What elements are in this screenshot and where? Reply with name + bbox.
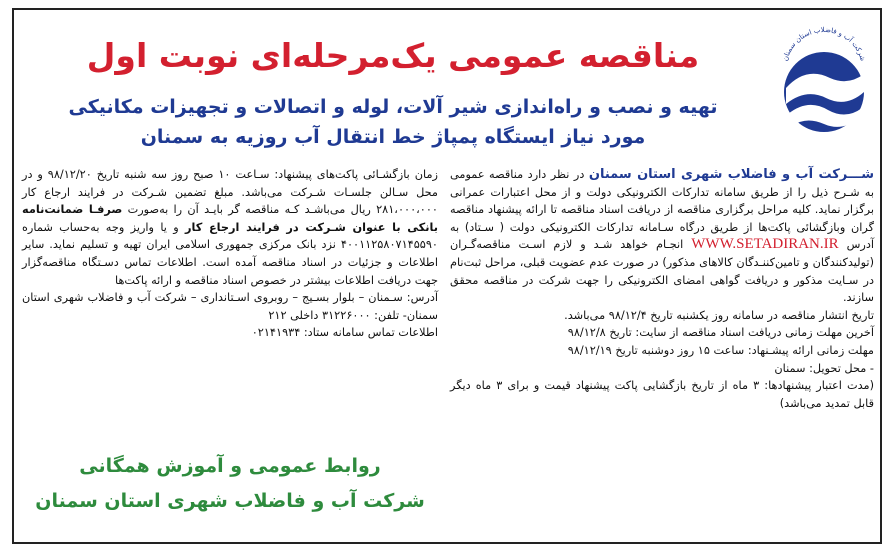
opening-text: زمان بازگشـائی پاکت‌های پیشنهاد: سـاعت ۱۰ صبح روز سه شنبه تاریخ ۹۸/۱۲/۲۰ و در محل سـالن جلسـات شـرکت می‌باشد. مبلغ تضمین شـرکت در فرایند ارجاع کار ۲۸۱،۰۰۰،۰۰۰ ریال می‌باشـد کـه مناقصه گر بایـد آن را به‌صورت <box>22 168 438 217</box>
subtitle-line-2: مورد نیاز ایستگاه پمپاژ خط انتقال آب روزیه به سمنان <box>140 126 646 148</box>
subtitle-line-1: تهیه و نصب و راه‌اندازی شیر آلات، لوله و اتصالات و تجهیزات مکانیکی <box>68 96 718 118</box>
page-title: مناقصه عمومی یک‌مرحله‌ای نوبت اول <box>86 36 700 75</box>
guarantee-bold: صرفـا ضمانت‌نامه بانکی با عنوان شـرکت در فرایند ارجاع کار <box>22 203 438 234</box>
right-column <box>450 166 874 412</box>
address: آدرس: سـمنان – بلوار بسـیج – روبروی اسـتانداری – شرکت آب و فاضلاب شهری استان سمنان- تلفن: ۳۱۲۲۶۰۰۰ داخلی ۲۱۲ <box>22 291 438 322</box>
water-company-logo-icon <box>772 18 876 142</box>
bid-deadline: مهلت زمانی ارائه پیشـنهاد: ساعت ۱۵ روز دوشنبه تاریخ ۹۸/۱۲/۱۹ <box>567 343 874 357</box>
setad-contact: اطلاعات تماس سامانه ستاد: ۰۲۱۴۱۹۳۴ <box>251 326 438 340</box>
doc-deadline: آخرین مهلت زمانی دریافت اسناد مناقصه از سایت: تاریخ ۹۸/۱۲/۸ <box>567 326 874 340</box>
logo-text: شرکت آب و فاضلاب استان سمنان <box>781 25 867 63</box>
guarantee-text: و یا واریز وجه به‌حساب شماره ۴۰۰۱۱۲۵۸۰۷۱۴۵۵۹۰ نزد بانک مرکزی جمهوری اسلامی ایران تهیه و تسلیم نماید. سایر اطلاعات و جزئیات در اسناد مناقصه آمده است. اطلاعات تماس دسـتگاه مناقصه‌گزار جهت دریافت اطلاعات بیشتر در خصوص اسناد مناقصه و ارائه پاکت‌ها <box>22 220 438 287</box>
opening-paragraph <box>22 166 438 289</box>
footer-line-1: روابط عمومی و آموزش همگانی <box>79 455 381 477</box>
org-name: شـــرکت آب و فاضلاب شهری استان سمنان <box>588 167 874 182</box>
delivery-location: - محل تحویل: سمنان <box>774 361 874 375</box>
validity-note: (مدت اعتبار پیشنهادها: ۳ ماه از تاریخ بازگشایی پاکت پیشنهاد قیمت و برای ۳ ماه دیگر قابل تمدید می‌باشد) <box>450 379 874 410</box>
intro-text: در نظر دارد مناقصه عمومی به شـرح ذیل را از طریق سامانه تدارکات الکترونیکی دولت و از محل اعتبارات عمرانی برگزار نماید. کلیه مراحل برگزاری مناقصه از دریافت اسناد مناقصه تا ارائه پیشنهاد مناقصه گران وبازگشائی پاکت‌ها از طریق درگاه سـامانه تدارکات الکترونیکی دولت ( سـتاد) به آدرس <box>450 168 874 252</box>
publish-date: تاریخ انتشار مناقصه در سامانه روز یکشنبه تاریخ ۹۸/۱۲/۴ می‌باشد. <box>564 308 874 322</box>
left-column <box>22 166 438 342</box>
intro-text-cont: انجـام خواهد شـد و لازم اسـت مناقصه‌گـران (تولیدکنندگان و تامین‌کننـدگان کالاهای مذکور) در صورت عدم عضویت قبلی، مراحل ثبت‌نام در سـایت مذکور و دریافت گواهی امضای الکترونیکی را جهت شرکت در مناقصه محقق سازند. <box>450 238 874 305</box>
footer-line-2: شرکت آب و فاضلاب شهری استان سمنان <box>35 490 425 512</box>
setad-url-link[interactable]: WWW.SETADIRAN.IR <box>691 236 839 253</box>
intro-paragraph <box>450 166 874 307</box>
